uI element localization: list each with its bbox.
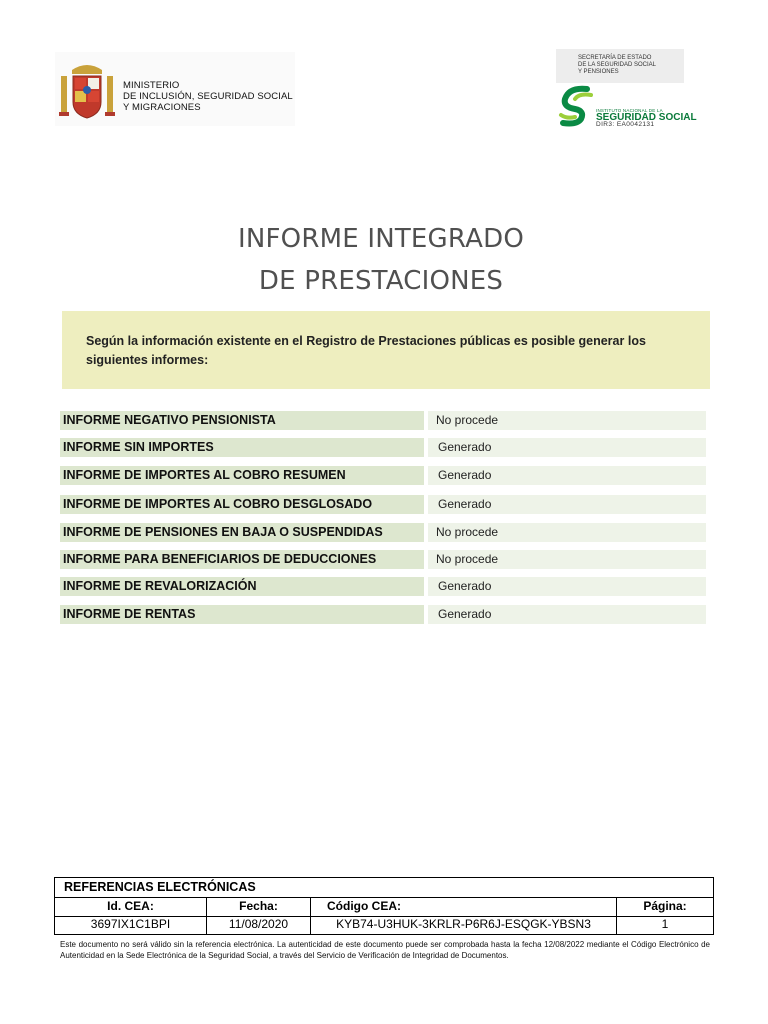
report-status: Generado [428, 438, 706, 457]
header-pagina: Página: [643, 899, 687, 913]
ministry-name [123, 80, 293, 113]
report-status: No procede [428, 550, 706, 569]
seguridad-social-logo-icon [557, 85, 597, 129]
references-title: REFERENCIAS ELECTRÓNICAS [55, 878, 713, 898]
electronic-references-table [54, 877, 714, 935]
report-row [60, 605, 708, 624]
report-row [60, 577, 708, 596]
secretaria-text [578, 55, 656, 75]
info-text: Según la información existente en el Registro de Prestaciones públicas es posible generar los siguientes informes: [86, 334, 646, 367]
ministry-line: Y MIGRACIONES [123, 102, 201, 113]
secretaria-line: DE LA SEGURIDAD SOCIAL [578, 61, 657, 68]
references-value-row [55, 916, 713, 934]
report-status: No procede [428, 411, 706, 430]
report-row [60, 495, 708, 514]
report-status: Generado [428, 495, 706, 514]
report-label: INFORME DE PENSIONES EN BAJA O SUSPENDIDAS [60, 523, 424, 542]
references-header-row [55, 898, 713, 917]
dir3-code: DIR3: EA0042131 [596, 121, 655, 128]
ministry-line: DE INCLUSIÓN, SEGURIDAD SOCIAL [123, 91, 293, 102]
secretaria-box [556, 49, 684, 83]
value-fecha: 11/08/2020 [207, 916, 311, 934]
report-label: INFORME DE IMPORTES AL COBRO RESUMEN [60, 466, 424, 485]
coat-of-arms-icon [57, 58, 117, 122]
report-status: No procede [428, 523, 706, 542]
header-codigo-cea: Código CEA: [311, 898, 617, 916]
institute-small-text: INSTITUTO NACIONAL DE LA [596, 108, 663, 113]
institute-name: SEGURIDAD SOCIAL [596, 112, 697, 123]
info-box [62, 311, 710, 389]
report-label: INFORME DE RENTAS [60, 605, 424, 624]
page-title-line-1: INFORME INTEGRADO [238, 224, 524, 254]
report-row [60, 466, 708, 485]
value-id-cea: 3697IX1C1BPI [55, 916, 207, 934]
report-label: INFORME PARA BENEFICIARIOS DE DEDUCCIONES [60, 550, 424, 569]
report-row [60, 523, 708, 542]
report-status: Generado [428, 466, 706, 485]
header-id-cea: Id. CEA: [55, 898, 207, 916]
report-row [60, 550, 708, 569]
validity-disclaimer: Este documento no será válido sin la referencia electrónica. La autenticidad de este documento puede ser comprobada hasta la fecha 12/08/2022 mediante el Código Electrónico de Autenticidad en la Sede Electrónica de la Seguridad Social, a través del Servicio de Verificación de Integridad de Documentos. [60, 940, 710, 960]
ministry-line: MINISTERIO [123, 80, 180, 91]
value-pagina: 1 [661, 917, 669, 931]
report-label: INFORME NEGATIVO PENSIONISTA [60, 411, 424, 430]
page-title-line-2: DE PRESTACIONES [258, 266, 504, 296]
report-label: INFORME DE IMPORTES AL COBRO DESGLOSADO [60, 495, 424, 514]
secretaria-line: SECRETARÍA DE ESTADO [578, 55, 652, 61]
report-status: Generado [428, 605, 706, 624]
report-row [60, 411, 708, 430]
secretaria-line: Y PENSIONES [578, 68, 619, 75]
report-status: Generado [428, 577, 706, 596]
ministry-header [55, 52, 295, 126]
report-row [60, 438, 708, 457]
report-label: INFORME SIN IMPORTES [60, 438, 424, 457]
report-label: INFORME DE REVALORIZACIÓN [60, 577, 424, 596]
header-fecha: Fecha: [207, 898, 311, 916]
value-codigo-cea: KYB74-U3HUK-3KRLR-P6R6J-ESQGK-YBSN3 [311, 916, 617, 934]
